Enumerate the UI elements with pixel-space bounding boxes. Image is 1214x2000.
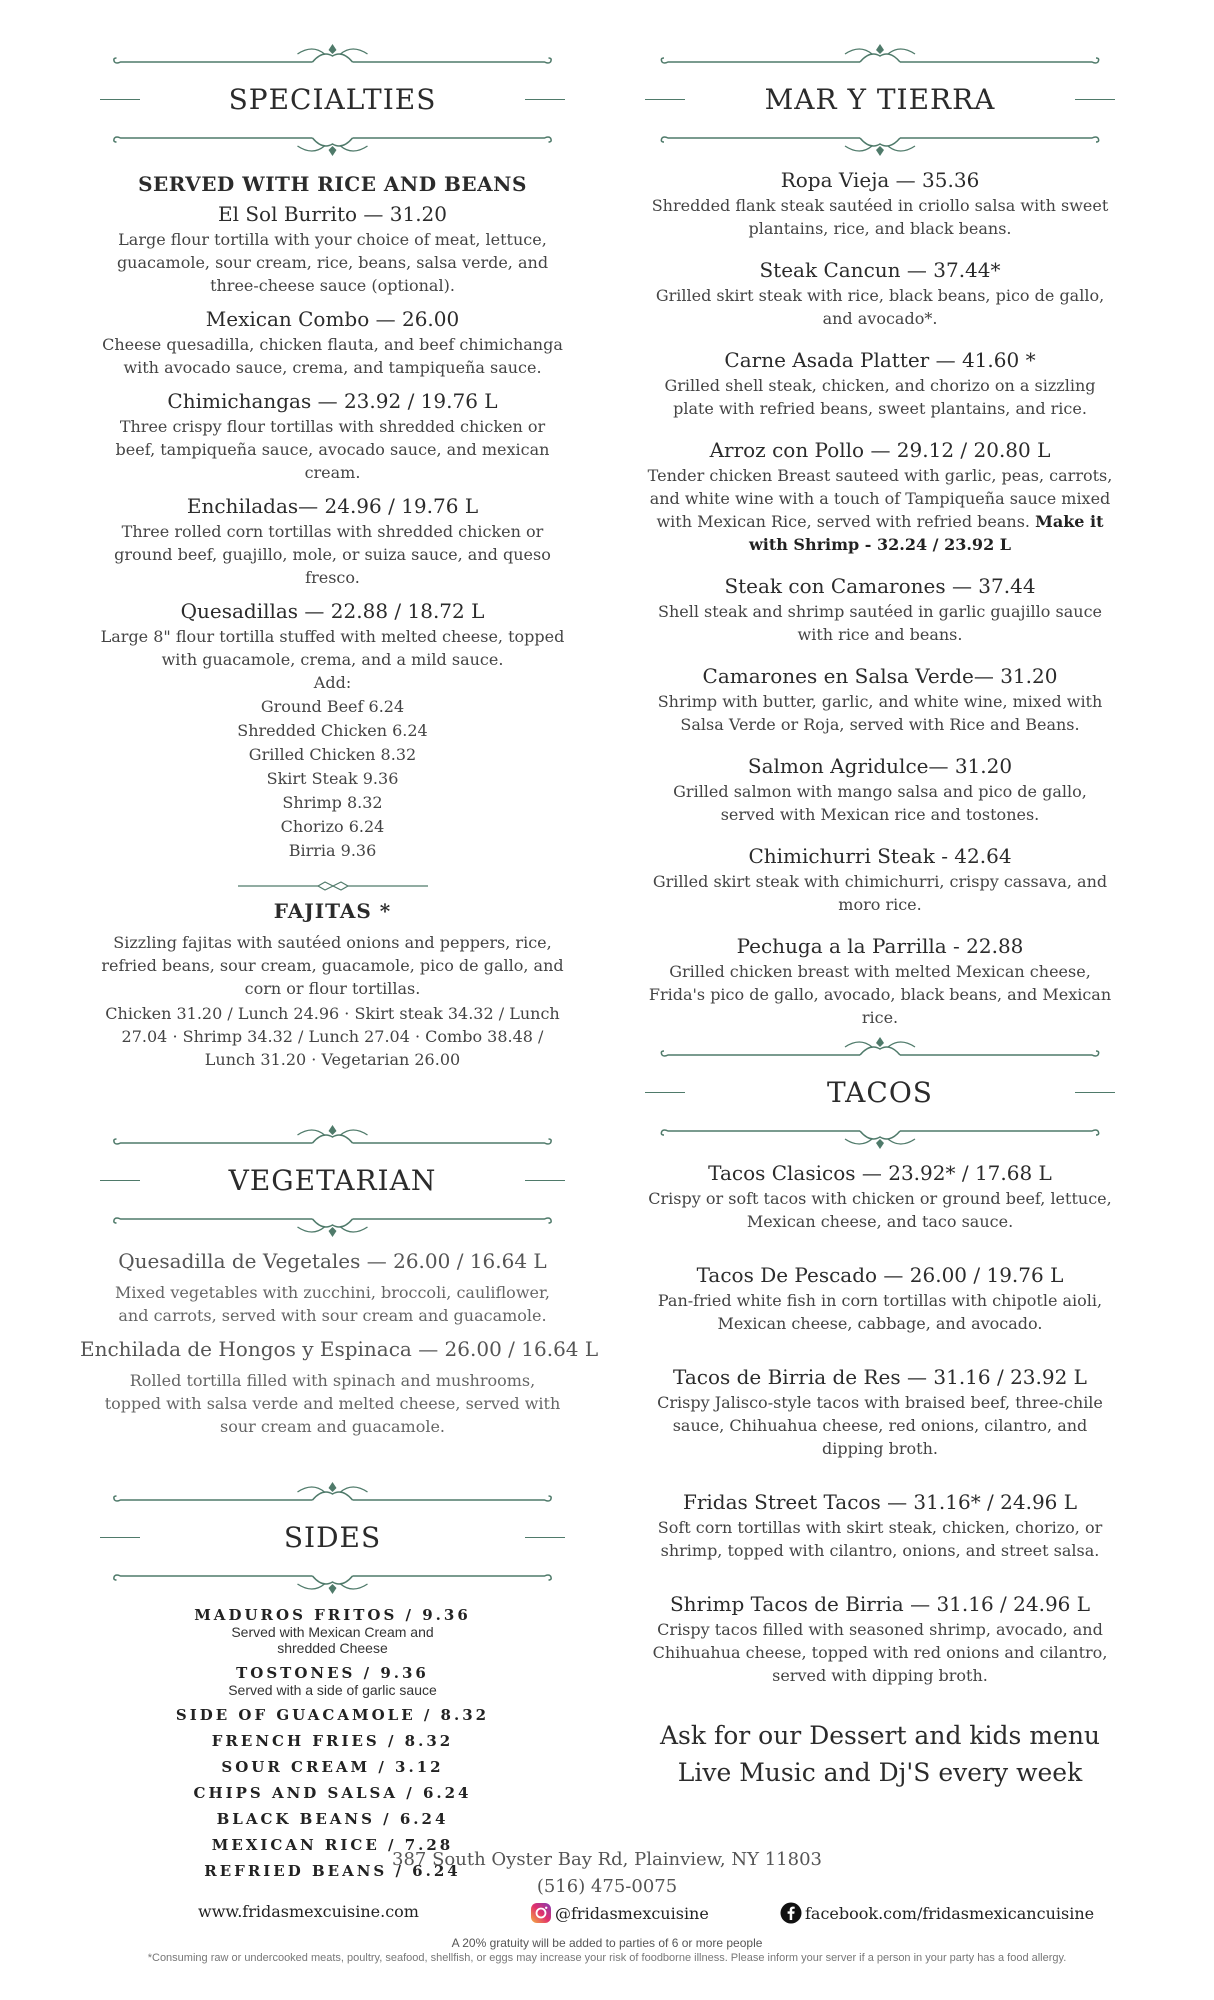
item-desc: Grilled skirt steak with rice, black beans, pico de gallo, and avocado*. — [655, 286, 1105, 328]
ornament-divider — [100, 1121, 565, 1151]
item-desc: Grilled salmon with mango salsa and pico de gallo, served with Mexican rice and tostones. — [673, 782, 1087, 824]
left-column — [80, 40, 599, 1880]
social-links — [0, 1902, 1214, 1930]
address: 387 South Oyster Bay Rd, Plainview, NY 11803 — [392, 1849, 822, 1870]
item-desc: Soft corn tortillas with skirt steak, chicken, chorizo, or shrimp, topped with cilantro, onions, and street salsa. — [657, 1518, 1103, 1560]
menu-item — [645, 258, 1115, 330]
menu-item — [645, 844, 1115, 916]
item-desc: Large 8" flour tortilla stuffed with melted cheese, topped with guacamole, crema, and a mild sauce. — [100, 627, 565, 669]
item-desc: Shrimp with butter, garlic, and white wine, mixed with Salsa Verde or Roja, served with Rice and Beans. — [657, 692, 1103, 734]
item-desc: Grilled shell steak, chicken, and chorizo on a sizzling plate with refried beans, sweet plantains, and rice. — [664, 376, 1096, 418]
side-name: MADUROS FRITOS / 9.36 — [194, 1606, 471, 1624]
item-desc: Mixed vegetables with zucchini, broccoli, cauliflower, and carrots, served with sour cream and guacamole. — [115, 1283, 550, 1325]
item-name: Mexican Combo — 26.00 — [205, 307, 460, 331]
menu-item — [645, 168, 1115, 240]
item-name: El Sol Burrito — 31.20 — [218, 202, 447, 226]
ornament-divider — [100, 130, 565, 160]
website-link[interactable]: www.fridasmexcuisine.com — [198, 1902, 419, 1921]
item-name: Enchiladas— 24.96 / 19.76 L — [186, 494, 479, 518]
sides-list — [100, 1606, 565, 1880]
item-name: Quesadillas — 22.88 / 18.72 L — [180, 599, 485, 623]
menu-item — [100, 202, 565, 297]
item-name: Fridas Street Tacos — 31.16* / 24.96 L — [682, 1490, 1078, 1514]
specialties-subtitle: SERVED WITH RICE AND BEANS — [138, 172, 527, 196]
gratuity-note: A 20% gratuity will be added to parties of 6 or more people — [451, 1936, 763, 1950]
item-desc: Crispy Jalisco-style tacos with braised beef, three-chile sauce, Chihuahua cheese, red onions, cilantro, and dipping broth. — [657, 1393, 1103, 1458]
item-name: Camarones en Salsa Verde— 31.20 — [702, 664, 1058, 688]
item-extra: Make it with Shrimp - 32.24 / 23.92 L — [748, 512, 1104, 554]
menu-item — [645, 664, 1115, 736]
mar-y-tierra-header — [645, 70, 1115, 130]
item-name: Tacos Clasicos — 23.92* / 17.68 L — [708, 1161, 1052, 1185]
item-desc: Grilled skirt steak with chimichurri, crispy cassava, and moro rice. — [652, 872, 1108, 914]
ornament-divider — [645, 40, 1115, 70]
menu-item — [645, 1365, 1115, 1460]
menu-item — [645, 1161, 1115, 1233]
item-desc: Pan-fried white fish in corn tortillas with chipotle aioli, Mexican cheese, cabbage, and avocado. — [657, 1291, 1103, 1333]
add-on: Chorizo 6.24 — [280, 817, 385, 836]
tacos-title: TACOS — [827, 1076, 933, 1109]
specialties-title: SPECIALTIES — [228, 83, 437, 116]
item-desc: Shell steak and shrimp sautéed in garlic guajillo sauce with rice and beans. — [657, 602, 1102, 644]
fajitas-desc: Sizzling fajitas with sautéed onions and peppers, rice, refried beans, sour cream, guacamole, pico de gallo, and corn or flour tortillas. — [101, 933, 564, 998]
item-desc: Three rolled corn tortillas with shredded chicken or ground beef, guajillo, mole, or suiza sauce, and queso fresco. — [114, 522, 551, 587]
side-name: SOUR CREAM / 3.12 — [221, 1758, 444, 1776]
tacos-list — [645, 1161, 1115, 1687]
item-desc: Three crispy flour tortillas with shredded chicken or beef, tampiqueña sauce, avocado sauce, and mexican cream. — [115, 417, 550, 482]
side-name: CHIPS AND SALSA / 6.24 — [193, 1784, 472, 1802]
ornament-divider — [645, 1033, 1115, 1063]
item-desc: Large flour tortilla with your choice of meat, lettuce, guacamole, sour cream, rice, beans, salsa verde, and three-cheese sauce (optional). — [116, 230, 549, 295]
menu-item — [645, 574, 1115, 646]
mar-y-tierra-list — [645, 168, 1115, 1029]
menu-item — [100, 307, 565, 379]
side-desc: Served with Mexican Cream and shredded Cheese — [231, 1624, 434, 1656]
vegetarian-header — [100, 1151, 565, 1211]
menu-item — [645, 934, 1115, 1029]
menu-item — [100, 599, 565, 671]
item-name: Quesadilla de Vegetales — 26.00 / 16.64 L — [118, 1249, 547, 1273]
instagram-link[interactable] — [530, 1902, 709, 1924]
fajitas-section — [100, 899, 565, 1071]
add-on: Shredded Chicken 6.24 — [237, 721, 428, 740]
item-name: Steak con Camarones — 37.44 — [724, 574, 1036, 598]
small-divider — [238, 877, 428, 895]
ornament-divider — [100, 40, 565, 70]
menu-item — [645, 348, 1115, 420]
side-name: BLACK BEANS / 6.24 — [216, 1810, 449, 1828]
add-on: Grilled Chicken 8.32 — [248, 745, 417, 764]
mar-y-tierra-title: MAR Y TIERRA — [764, 83, 996, 116]
menu-item — [100, 389, 565, 484]
menu-item — [100, 1249, 565, 1327]
add-on: Birria 9.36 — [288, 841, 377, 860]
add-on: Skirt Steak 9.36 — [266, 769, 399, 788]
vegetarian-title: VEGETARIAN — [228, 1164, 437, 1197]
add-on: Ground Beef 6.24 — [260, 697, 405, 716]
item-desc: Cheese quesadilla, chicken flauta, and beef chimichanga with avocado sauce, crema, and tampiqueña sauce. — [102, 335, 563, 377]
item-name: Carne Asada Platter — 41.60 * — [724, 348, 1036, 372]
sides-title: SIDES — [283, 1521, 382, 1554]
item-desc: Shredded flank steak sautéed in criollo salsa with sweet plantains, rice, and black beans. — [651, 196, 1109, 238]
address-block — [0, 1846, 1214, 1900]
item-name: Chimichurri Steak - 42.64 — [748, 844, 1012, 868]
ornament-divider — [100, 1211, 565, 1241]
side-desc: Served with a side of garlic sauce — [228, 1682, 437, 1698]
promo-text — [645, 1717, 1115, 1791]
specialties-header — [100, 70, 565, 130]
right-column — [645, 40, 1115, 1791]
item-desc: Crispy or soft tacos with chicken or ground beef, lettuce, Mexican cheese, and taco sauce. — [648, 1189, 1112, 1231]
item-desc-text: Tender chicken Breast sauteed with garlic, peas, carrots, and white wine with a touch of Tampiqueña sauce mixed with Mexican Rice, served with refried beans. — [647, 466, 1113, 531]
item-name: Salmon Agridulce— 31.20 — [747, 754, 1013, 778]
ornament-divider — [645, 1123, 1115, 1153]
add-ons-list — [100, 671, 565, 863]
item-name: Arroz con Pollo — 29.12 / 20.80 L — [709, 438, 1051, 462]
facebook-url: facebook.com/fridasmexicancuisine — [805, 1904, 1095, 1923]
item-name: Enchilada de Hongos y Espinaca — 26.00 / 16.64 L — [80, 1337, 599, 1361]
side-name: SIDE OF GUACAMOLE / 8.32 — [175, 1706, 490, 1724]
food-safety-warning: *Consuming raw or undercooked meats, poultry, seafood, shellfish, or eggs may increase your risk of foodborne illness. Please inform your server if a person in your party has a food allergy. — [147, 1952, 1067, 1964]
ornament-divider — [100, 1568, 565, 1598]
item-name: Ropa Vieja — 35.36 — [780, 168, 980, 192]
facebook-icon — [780, 1902, 802, 1924]
side-name: MEXICAN RICE / 7.28 — [211, 1836, 454, 1854]
facebook-link[interactable] — [780, 1902, 1094, 1924]
menu-item — [645, 1592, 1115, 1687]
item-name: Tacos De Pescado — 26.00 / 19.76 L — [696, 1263, 1064, 1287]
item-desc: Rolled tortilla filled with spinach and mushrooms, topped with salsa verde and melted cheese, served with sour cream and guacamole. — [104, 1371, 561, 1436]
menu-item — [645, 438, 1115, 556]
menu-item — [645, 1490, 1115, 1562]
promo-line: Live Music and Dj'S every week — [677, 1758, 1083, 1787]
item-name: Shrimp Tacos de Birria — 31.16 / 24.96 L — [669, 1592, 1091, 1616]
add-on: Shrimp 8.32 — [282, 793, 383, 812]
promo-line: Ask for our Dessert and kids menu — [659, 1721, 1101, 1750]
menu-item — [80, 1337, 599, 1438]
ornament-divider — [645, 130, 1115, 160]
item-desc: Grilled chicken breast with melted Mexican cheese, Frida's pico de gallo, avocado, black beans, and Mexican rice. — [648, 962, 1112, 1027]
item-name: Steak Cancun — 37.44* — [759, 258, 1001, 282]
item-name: Pechuga a la Parrilla - 22.88 — [736, 934, 1024, 958]
side-name: REFRIED BEANS / 6.24 — [204, 1862, 461, 1880]
tacos-header — [645, 1063, 1115, 1123]
ornament-divider — [100, 1478, 565, 1508]
item-desc: Crispy tacos filled with seasoned shrimp, avocado, and Chihuahua cheese, topped with red onions and cilantro, served with dipping broth. — [652, 1620, 1108, 1685]
item-desc — [645, 464, 1115, 556]
fajitas-title: FAJITAS * — [273, 899, 392, 923]
instagram-handle: @fridasmexcuisine — [555, 1904, 709, 1923]
side-name: FRENCH FRIES / 8.32 — [211, 1732, 454, 1750]
side-name: TOSTONES / 9.36 — [236, 1664, 429, 1682]
vegetarian-list — [80, 1249, 599, 1438]
instagram-icon — [530, 1902, 552, 1924]
add-label: Add: — [313, 673, 352, 692]
item-name: Tacos de Birria de Res — 31.16 / 23.92 L — [673, 1365, 1087, 1389]
menu-item — [100, 494, 565, 589]
item-name: Chimichangas — 23.92 / 19.76 L — [167, 389, 498, 413]
menu-item — [645, 754, 1115, 826]
sides-header — [100, 1508, 565, 1568]
fajitas-prices: Chicken 31.20 / Lunch 24.96 · Skirt steak 34.32 / Lunch 27.04 · Shrimp 34.32 / Lunch 27.04 · Combo 38.48 / Lunch 31.20 · Vegetarian 26.00 — [105, 1004, 560, 1069]
menu-item — [645, 1263, 1115, 1335]
phone: (516) 475-0075 — [536, 1876, 678, 1897]
